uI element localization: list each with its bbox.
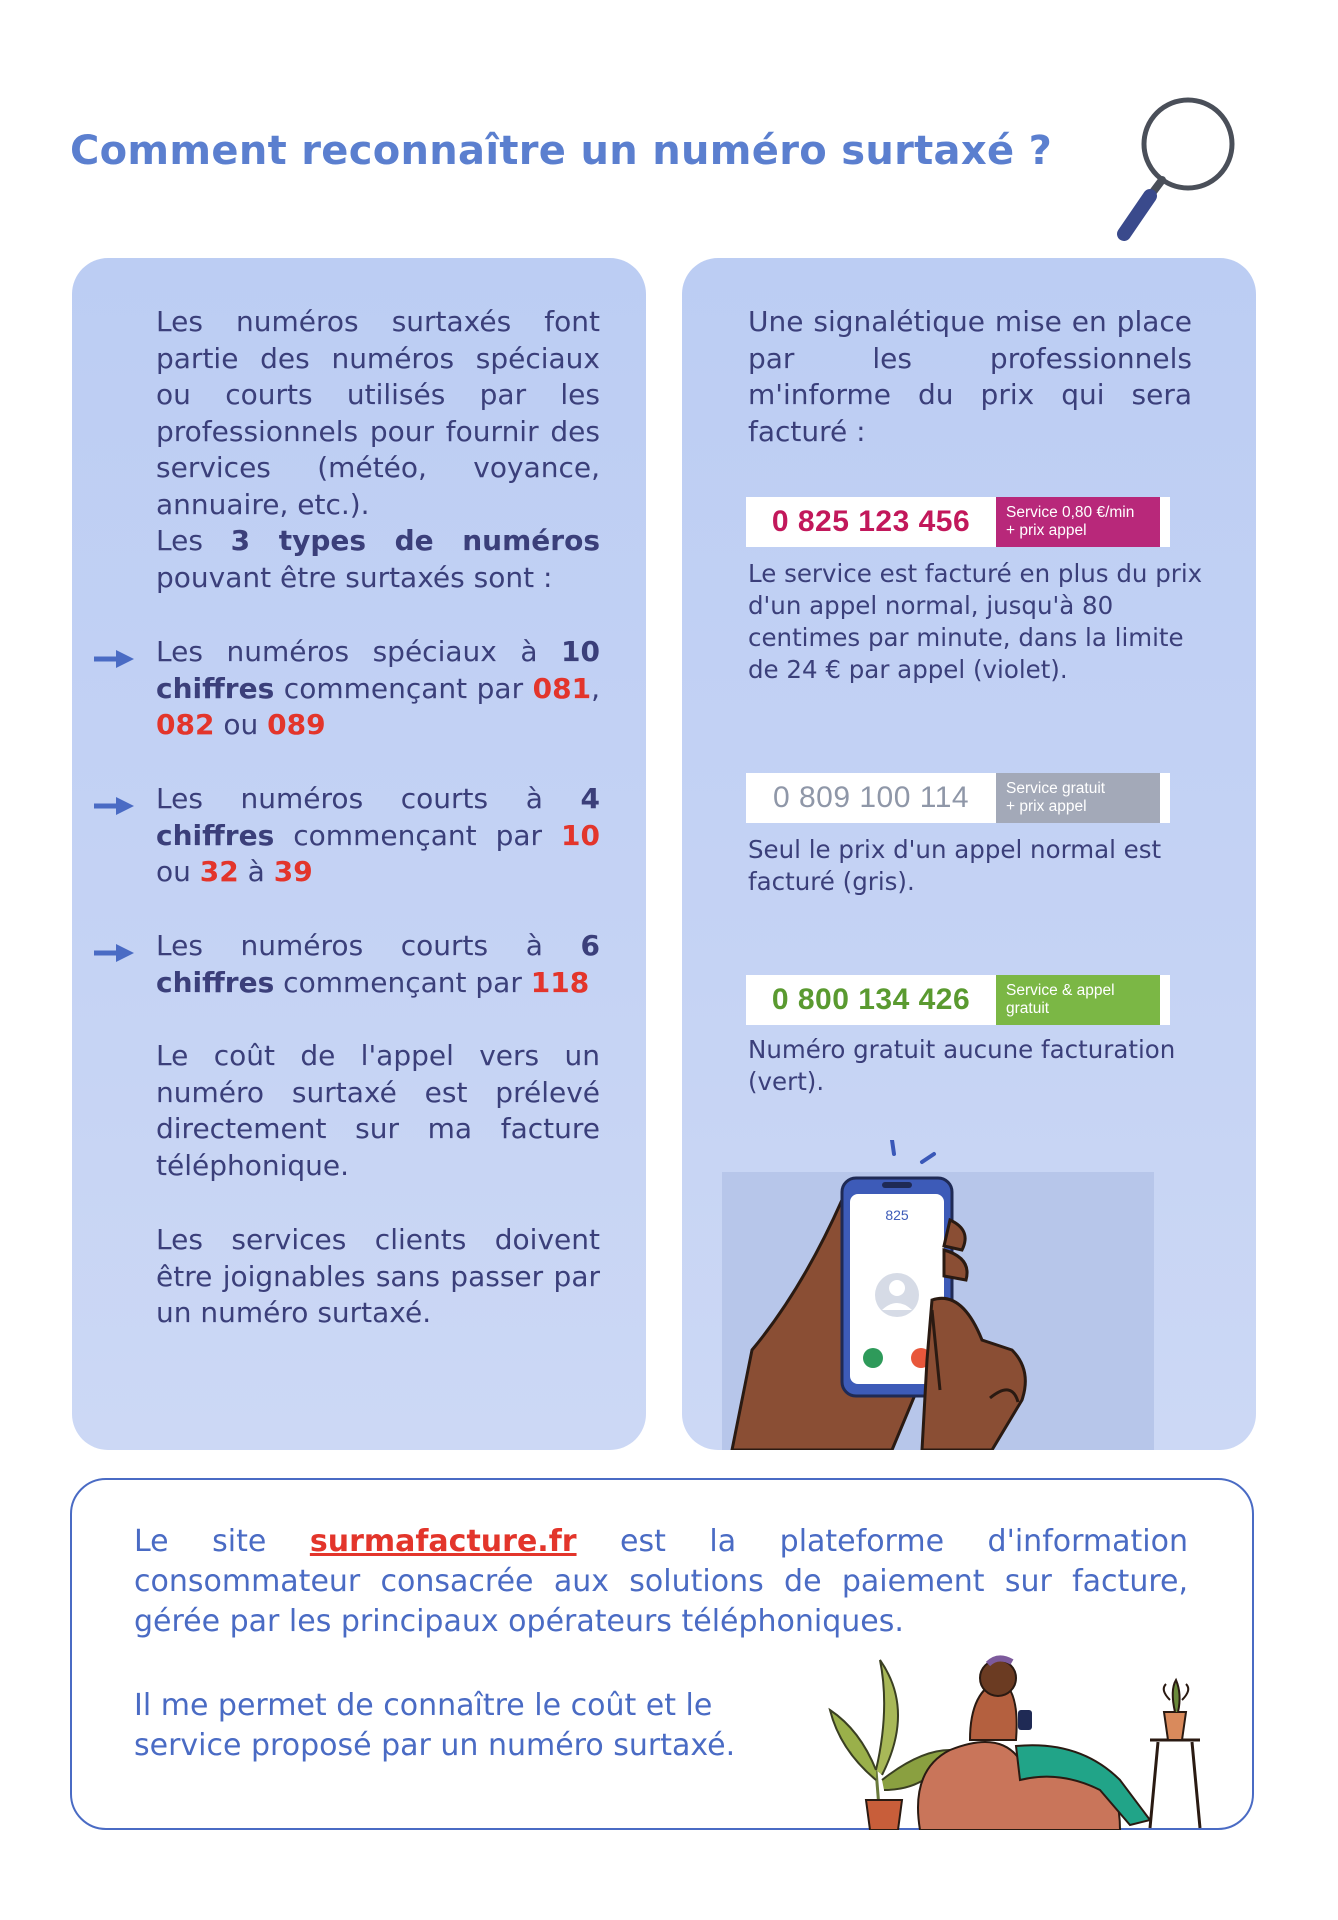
violet-tag-line1: Service 0,80 €/min	[1006, 504, 1135, 521]
site-pre: Le site	[134, 1524, 310, 1559]
phone-screen-number: 825	[885, 1207, 909, 1223]
arrow-right-icon	[92, 942, 136, 964]
prefix-118: 118	[530, 965, 590, 999]
intro-text: Les numéros surtaxés font partie des numéros spéciaux ou courts utilisés par les professionnels pour fournir des services (météo, voyance, annuaire, etc.).	[156, 305, 600, 521]
b2-bold: 4 chiffres	[156, 782, 600, 852]
purpose-paragraph: Il me permet de connaître le coût et le service proposé par un numéro surtaxé.	[134, 1688, 736, 1763]
b2-sep1: ou	[156, 855, 200, 888]
site-paragraph	[134, 1522, 1188, 1642]
b2-mid: commençant par	[274, 818, 562, 852]
violet-tag	[996, 497, 1160, 547]
arrow-right-icon	[92, 648, 136, 670]
b1-bold: 10 chiffres	[156, 635, 600, 705]
page-title: Comment reconnaître un numéro surtaxé ?	[70, 128, 1053, 174]
arrow-right-icon	[92, 795, 136, 817]
violet-description: Le service est facturé en plus du prix d'un appel normal, jusqu'à 80 centimes par minute, dans la limite de 24 € par appel (violet).	[748, 559, 1203, 684]
green-number: 0 800 134 426	[771, 983, 971, 1016]
cost-paragraph: Le coût de l'appel vers un numéro surtaxé est prélevé directement sur ma facture téléphonique.	[156, 1039, 600, 1182]
b2-pre: Les numéros courts à	[156, 782, 581, 815]
list-item	[156, 928, 600, 1001]
types-post: pouvant être surtaxés sont :	[156, 560, 553, 594]
violet-number-sign	[746, 497, 1170, 547]
b3-pre: Les numéros courts à	[156, 929, 581, 962]
b3-mid: commençant par	[274, 965, 531, 999]
b1-mid: commençant par	[274, 671, 533, 705]
magnifier-icon	[1110, 92, 1242, 242]
prefix-32: 32	[199, 855, 239, 888]
grey-tag-line1: Service gratuit	[1006, 780, 1106, 797]
site-post: est la plateforme d'information consommateur consacrée aux solutions de paiement sur facture, gérée par les principaux opérateurs téléphoniques.	[134, 1524, 1188, 1639]
green-tag-line1: Service & appel	[1006, 982, 1115, 999]
prefix-10: 10	[561, 818, 600, 852]
phone-call-illustration	[722, 1140, 1162, 1450]
signage-intro: Une signalétique mise en place par les professionnels m'informe du prix qui sera facturé :	[748, 305, 1192, 448]
green-description: Numéro gratuit aucune facturation (vert).	[748, 1035, 1176, 1096]
violet-number: 0 825 123 456	[771, 505, 971, 538]
prefix-39: 39	[273, 855, 313, 888]
violet-tag-line2: + prix appel	[1006, 522, 1087, 539]
intro-paragraph	[156, 304, 600, 596]
b1-pre: Les numéros spéciaux à	[156, 635, 562, 668]
prefix-082: 082	[156, 708, 215, 741]
green-number-sign	[746, 975, 1170, 1025]
b3-bold: 6 chiffres	[156, 929, 600, 999]
grey-tag	[996, 773, 1160, 823]
grey-number: 0 809 100 114	[772, 781, 970, 814]
types-bold: 3 types de numéros	[230, 524, 600, 557]
prefix-089: 089	[267, 708, 326, 741]
customer-service-paragraph: Les services clients doivent être joignables sans passer par un numéro surtaxé.	[156, 1223, 600, 1329]
b1-sep1: ,	[591, 671, 600, 705]
b2-sep2: à	[238, 855, 274, 888]
grey-description: Seul le prix d'un appel normal est facturé (gris).	[748, 835, 1162, 896]
green-tag-line2: gratuit	[1006, 1000, 1050, 1017]
prefix-081: 081	[532, 671, 592, 705]
list-item	[156, 781, 600, 891]
grey-tag-line2: + prix appel	[1006, 798, 1087, 815]
green-tag	[996, 975, 1160, 1025]
grey-number-sign	[746, 773, 1170, 823]
surmafacture-link[interactable]: surmafacture.fr	[309, 1524, 577, 1559]
types-pre: Les	[156, 524, 231, 557]
list-item	[156, 634, 600, 744]
b1-sep2: ou	[214, 708, 268, 741]
person-on-sofa-illustration	[820, 1650, 1240, 1830]
